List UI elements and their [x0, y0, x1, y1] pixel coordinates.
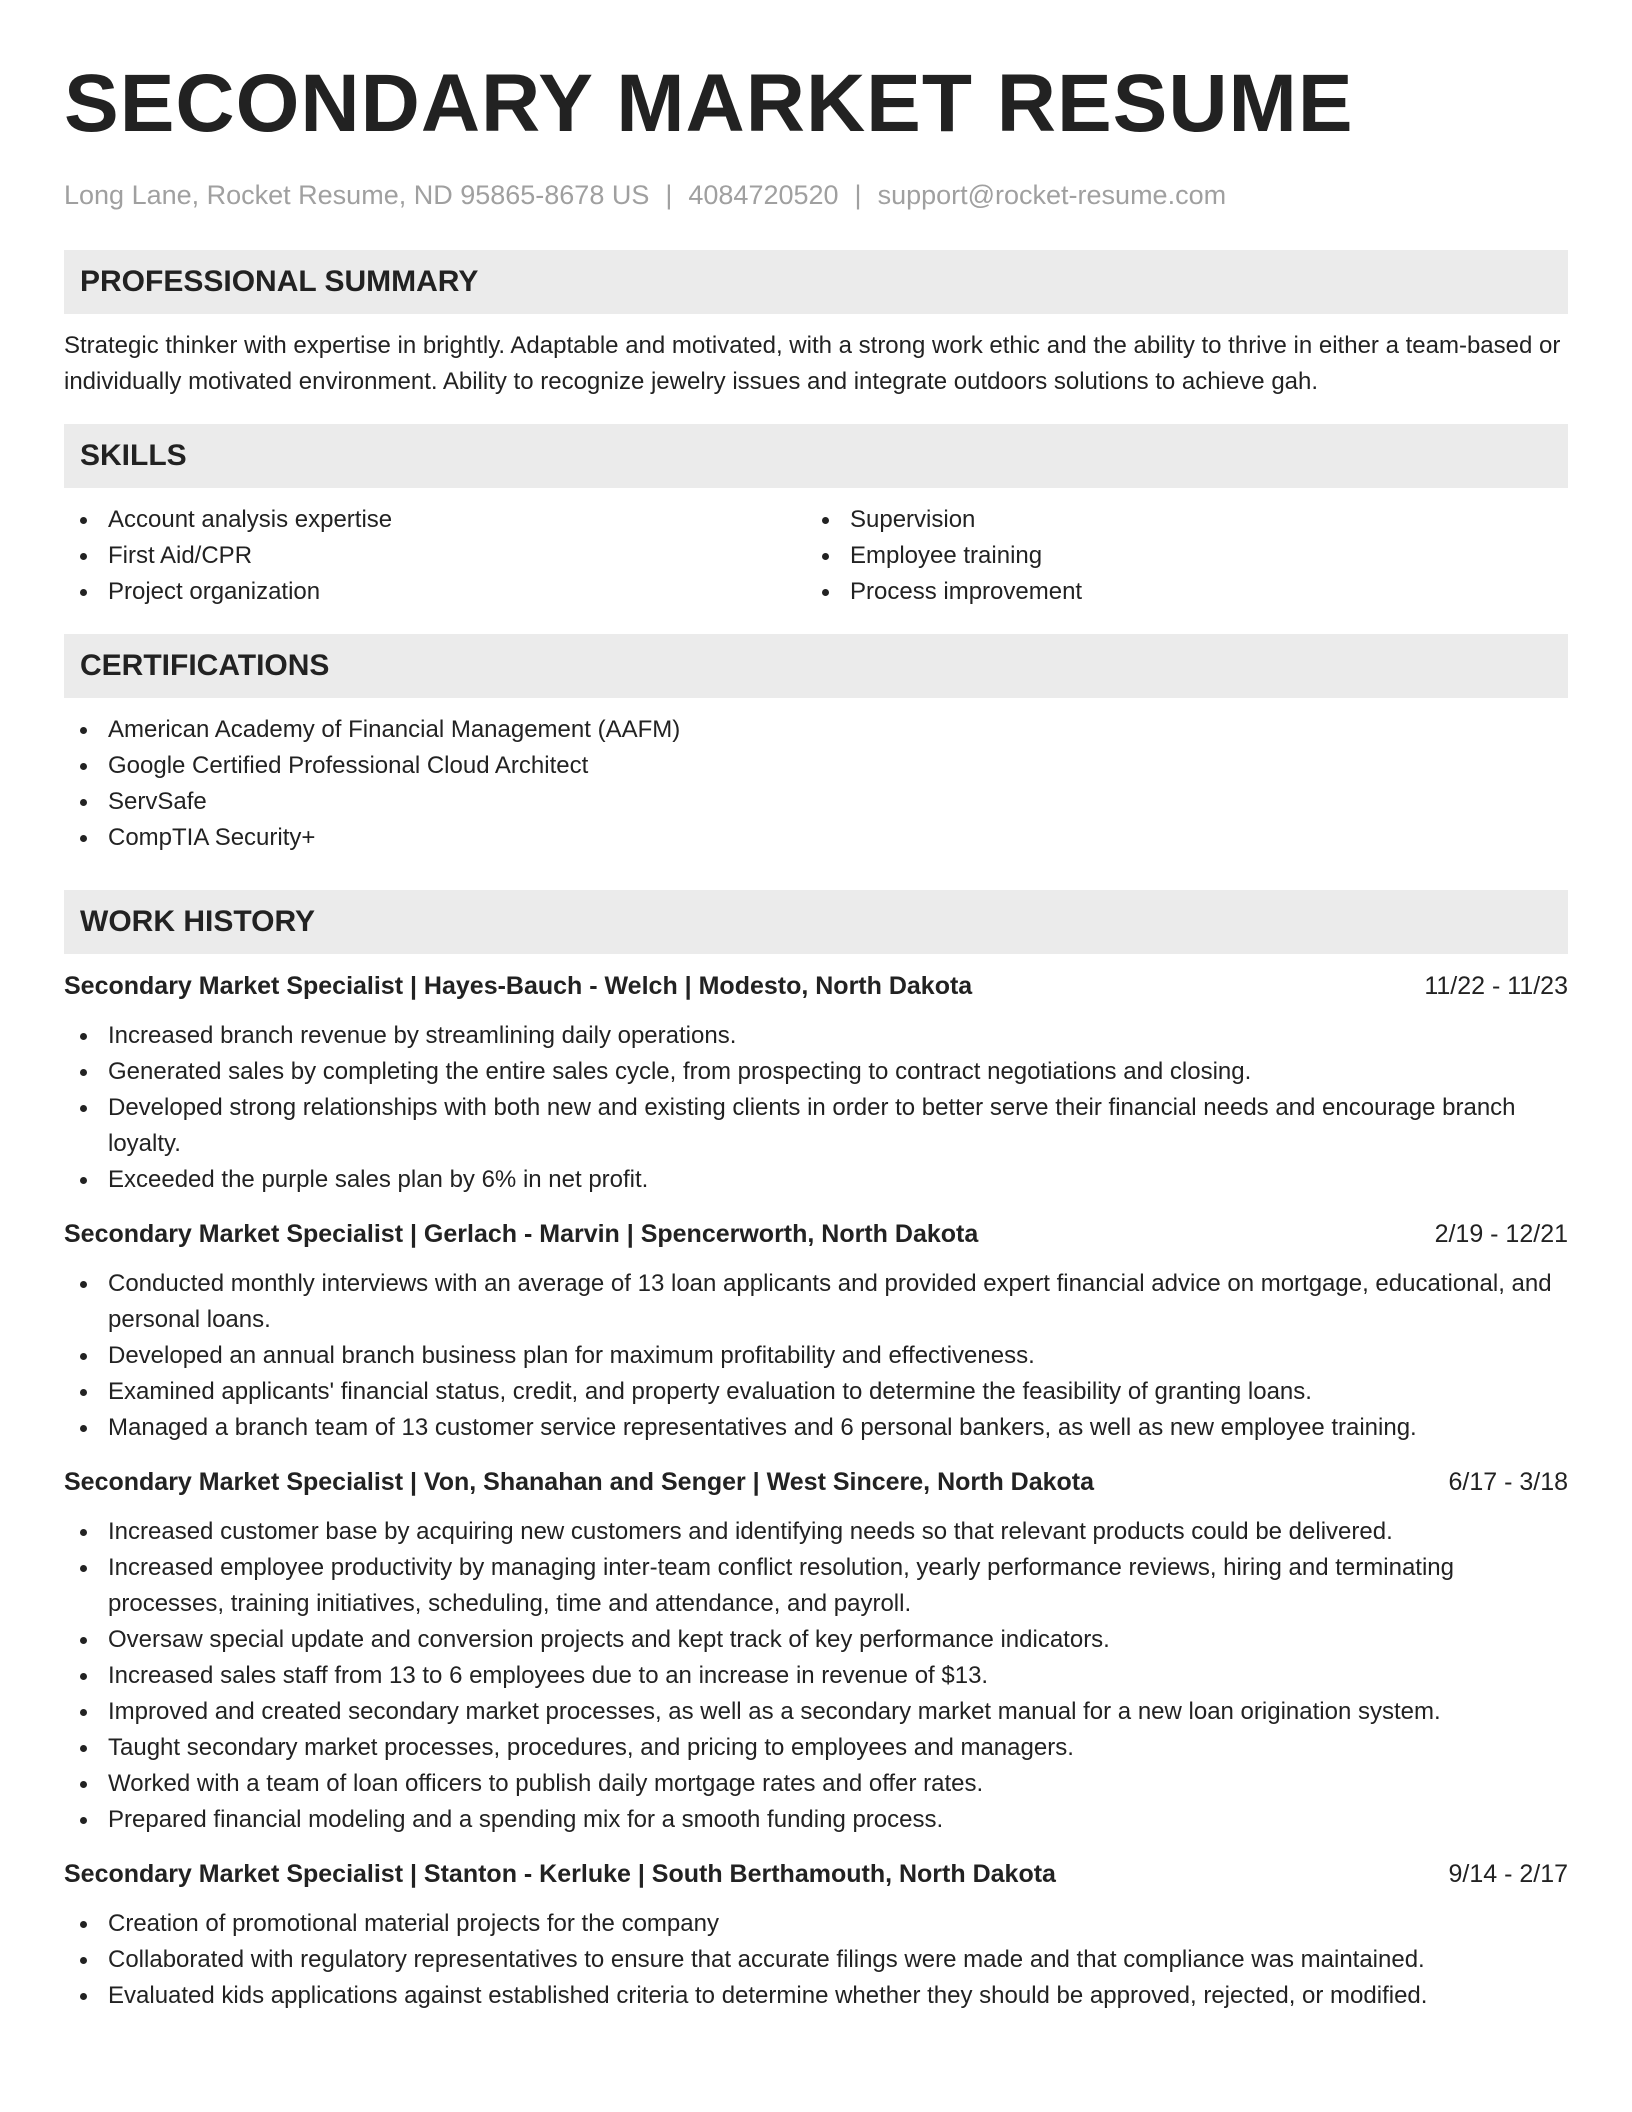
certification-item: Google Certified Professional Cloud Architect [64, 748, 1568, 784]
job-bullet: Oversaw special update and conversion projects and kept track of key performance indicators. [64, 1622, 1568, 1658]
skill-item: Process improvement [806, 574, 1548, 610]
job-header [64, 1216, 1568, 1252]
job-bullet: Generated sales by completing the entire sales cycle, from prospecting to contract negotiations and closing. [64, 1054, 1568, 1090]
job-header [64, 1856, 1568, 1892]
job-bullet: Increased customer base by acquiring new customers and identifying needs so that relevant products could be delivered. [64, 1514, 1568, 1550]
certification-item: American Academy of Financial Management (AAFM) [64, 712, 1568, 748]
summary-text: Strategic thinker with expertise in brightly. Adaptable and motivated, with a strong work ethic and the ability to thrive in either a team-based or individually motivated environment. Ability to recognize jewelry issues and integrate outdoors solutions to achieve gah. [64, 332, 1561, 395]
job-title: Secondary Market Specialist | Stanton - Kerluke | South Berthamouth, North Dakota [64, 1860, 1056, 1888]
job-bullets [64, 1906, 1568, 2014]
job-header [64, 1464, 1568, 1500]
phone: 4084720520 [688, 180, 839, 210]
job-bullet: Managed a branch team of 13 customer service representatives and 6 personal bankers, as well as new employee training. [64, 1410, 1568, 1446]
job-bullet: Increased employee productivity by managing inter-team conflict resolution, yearly performance reviews, hiring and terminating processes, training initiatives, scheduling, time and attendance, and payroll. [64, 1550, 1568, 1622]
job-bullets [64, 1514, 1568, 1838]
job-dates: 6/17 - 3/18 [1448, 1468, 1568, 1496]
email: support@rocket-resume.com [877, 180, 1227, 210]
contact-separator: | [665, 180, 673, 210]
job-entry [64, 1216, 1568, 1446]
skill-item: Account analysis expertise [64, 502, 806, 538]
job-bullet: Creation of promotional material projects for the company [64, 1906, 1568, 1942]
skills-grid [64, 502, 1568, 610]
skills-column-left [64, 502, 806, 610]
job-bullet: Examined applicants' financial status, credit, and property evaluation to determine the feasibility of granting loans. [64, 1374, 1568, 1410]
certification-item: CompTIA Security+ [64, 820, 1568, 856]
job-bullet: Developed an annual branch business plan for maximum profitability and effectiveness. [64, 1338, 1568, 1374]
job-entry [64, 1464, 1568, 1838]
address: Long Lane, Rocket Resume, ND 95865-8678 US [64, 180, 650, 210]
section-heading-work-history: WORK HISTORY [64, 890, 1568, 954]
contact-separator: | [854, 180, 862, 210]
skill-item: First Aid/CPR [64, 538, 806, 574]
job-dates: 9/14 - 2/17 [1448, 1860, 1568, 1888]
job-bullet: Improved and created secondary market processes, as well as a secondary market manual for a new loan origination system. [64, 1694, 1568, 1730]
skills-column-right [806, 502, 1548, 610]
resume-title: SECONDARY MARKET RESUME [64, 58, 1354, 149]
job-entry [64, 1856, 1568, 2014]
job-bullet: Developed strong relationships with both new and existing clients in order to better serve their financial needs and encourage branch loyalty. [64, 1090, 1568, 1162]
job-header [64, 968, 1568, 1004]
job-bullet: Increased branch revenue by streamlining daily operations. [64, 1018, 1568, 1054]
job-dates: 2/19 - 12/21 [1434, 1220, 1568, 1248]
section-heading-skills: SKILLS [64, 424, 1568, 488]
job-bullet: Taught secondary market processes, procedures, and pricing to employees and managers. [64, 1730, 1568, 1766]
skill-item: Project organization [64, 574, 806, 610]
skill-item: Supervision [806, 502, 1548, 538]
job-bullets [64, 1018, 1568, 1198]
job-bullet: Evaluated kids applications against established criteria to determine whether they should be approved, rejected, or modified. [64, 1978, 1568, 2014]
contact-line [64, 178, 1568, 212]
job-title: Secondary Market Specialist | Hayes-Bauch - Welch | Modesto, North Dakota [64, 972, 973, 1000]
job-bullet: Prepared financial modeling and a spending mix for a smooth funding process. [64, 1802, 1568, 1838]
skill-item: Employee training [806, 538, 1548, 574]
job-bullets [64, 1266, 1568, 1446]
job-bullet: Exceeded the purple sales plan by 6% in net profit. [64, 1162, 1568, 1198]
job-title: Secondary Market Specialist | Von, Shanahan and Senger | West Sincere, North Dakota [64, 1468, 1095, 1496]
certifications-list [64, 712, 1568, 856]
job-title: Secondary Market Specialist | Gerlach - Marvin | Spencerworth, North Dakota [64, 1220, 979, 1248]
section-heading-summary: PROFESSIONAL SUMMARY [64, 250, 1568, 314]
job-bullet: Collaborated with regulatory representatives to ensure that accurate filings were made and that compliance was maintained. [64, 1942, 1568, 1978]
certification-item: ServSafe [64, 784, 1568, 820]
job-bullet: Conducted monthly interviews with an average of 13 loan applicants and provided expert financial advice on mortgage, educational, and personal loans. [64, 1266, 1568, 1338]
job-entry [64, 968, 1568, 1198]
job-bullet: Worked with a team of loan officers to publish daily mortgage rates and offer rates. [64, 1766, 1568, 1802]
section-heading-certifications: CERTIFICATIONS [64, 634, 1568, 698]
job-bullet: Increased sales staff from 13 to 6 employees due to an increase in revenue of $13. [64, 1658, 1568, 1694]
job-dates: 11/22 - 11/23 [1424, 972, 1568, 1000]
